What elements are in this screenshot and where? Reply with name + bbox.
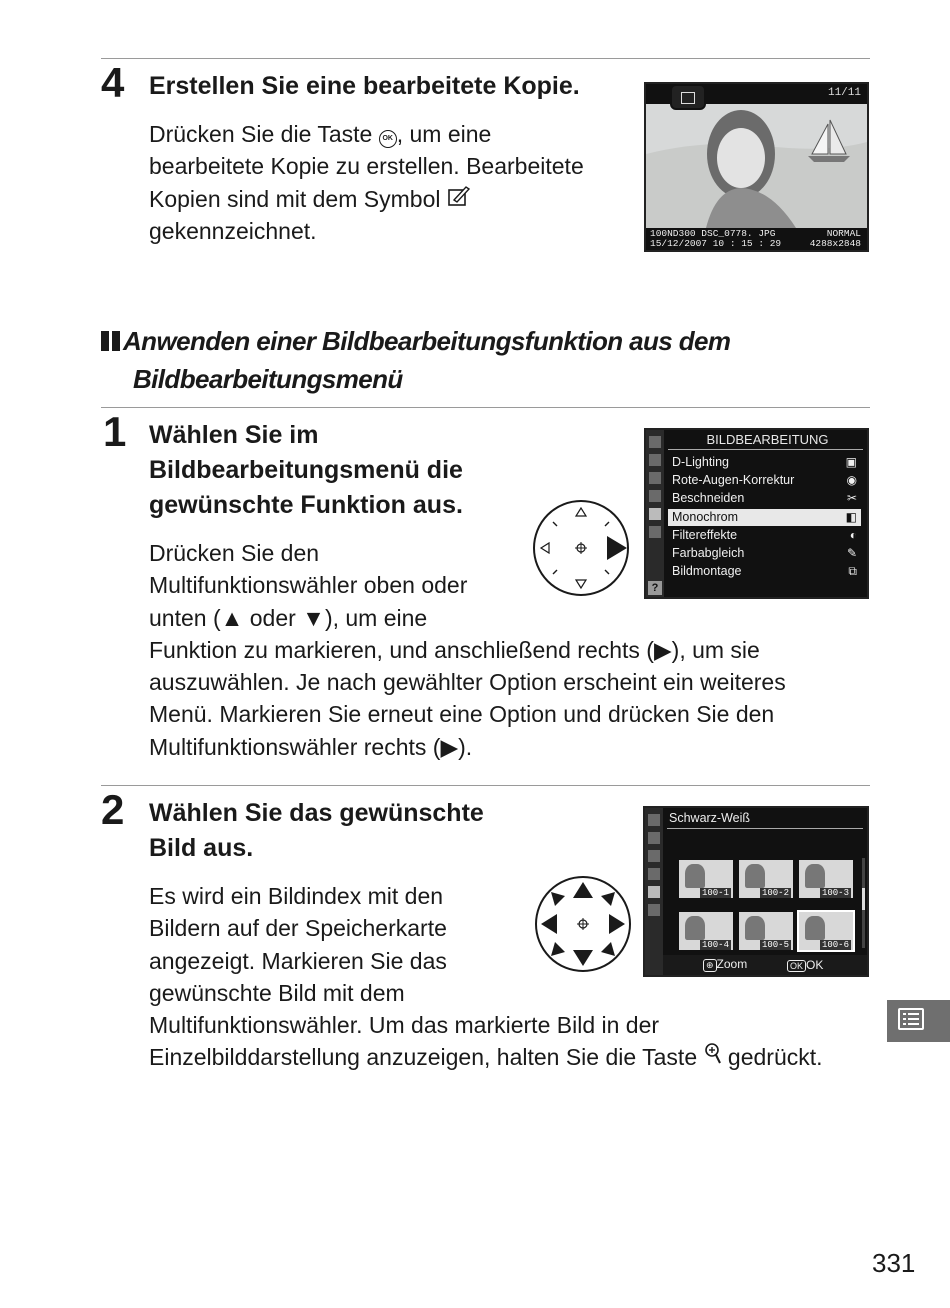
file-info-line2: 15/12/2007 10 : 15 : 29 (650, 238, 782, 249)
zoom-hint: ⊕ Zoom (703, 957, 747, 972)
step-number: 2 (101, 786, 125, 833)
image-counter: 11/11 (827, 87, 861, 99)
menu-item-label: Beschneiden (672, 491, 745, 506)
menu-item-icon: ◐ (849, 527, 857, 542)
thumbnail[interactable] (679, 912, 733, 950)
ok-button-icon: OK (379, 130, 397, 148)
scroll-bar[interactable] (862, 858, 865, 948)
thumbnail-label: 100-3 (821, 888, 849, 898)
thumbnail-image (685, 864, 705, 888)
menu-item[interactable] (668, 545, 861, 562)
thumbnail-image (805, 864, 825, 888)
thumbnail-image (805, 916, 825, 940)
quality-label: NORMAL (826, 228, 861, 239)
menu-item[interactable] (668, 563, 861, 580)
retouch-symbol-icon (447, 183, 471, 215)
multi-selector-right-icon (533, 500, 629, 596)
menu-item-icon: ⧉ (848, 564, 857, 579)
step-number: 4 (101, 59, 125, 106)
playback-screen (644, 82, 869, 252)
page-number: 331 (872, 1248, 916, 1278)
menu-item-icon: ◧ (845, 509, 857, 524)
step-description: Drücken Sie den Multifunktionswähler oben oder unten (▲ oder ▼), um eine Funktion zu markieren, und anschließend rechts (▶), um sie auszuwählen. Je nach gewählter Option erscheint ein weiteres Menü. Markieren Sie erneut eine Option und drücken Sie den Multifunktionswähler rechts (▶). (149, 540, 786, 760)
menu-item-icon: ◉ (846, 473, 857, 488)
zoom-in-icon (704, 1041, 722, 1073)
menu-item[interactable] (668, 509, 861, 526)
thumbnail-label: 100-5 (761, 940, 789, 950)
menu-item[interactable] (668, 472, 861, 489)
menu-item-label: Monochrom (672, 509, 738, 524)
step-rule (101, 785, 870, 786)
thumbnail-image (685, 916, 705, 940)
file-info-line1: 100ND300 DSC_0778. JPG (650, 228, 776, 239)
section-marker-icon (101, 331, 109, 351)
thumbnail[interactable] (799, 860, 853, 898)
menu-item-icon: ▣ (845, 455, 857, 469)
step-title: Erstellen Sie eine bearbeitete Kopie. (149, 72, 580, 100)
step-title: Wählen Sie das gewünschte Bild aus. (149, 799, 484, 862)
thumbnail-label: 100-6 (821, 940, 849, 950)
thumbnail-image (745, 864, 765, 888)
menu-item-label: Rote-Augen-Korrektur (672, 473, 795, 488)
step-description: Drücken Sie die Taste OK , um eine bearbeitete Kopie zu erstellen. Bearbeitete Kopien sind mit dem Symbol gekennzeichnet. (149, 121, 584, 244)
ok-button-icon: OK (787, 960, 806, 972)
menu-tabs (646, 430, 664, 597)
thumbnail[interactable] (679, 860, 733, 898)
menu-item[interactable] (668, 454, 861, 471)
step-title: Wählen Sie im Bildbearbeitungsmenü die gewünschte Funktion aus. (149, 421, 463, 519)
menu-list-icon (898, 1008, 924, 1030)
menu-item[interactable] (668, 527, 861, 544)
thumbnail[interactable] (739, 912, 793, 950)
image-select-screen (643, 806, 869, 977)
section-heading: Anwenden einer Bildbearbeitungsfunktion aus dem Bildbearbeitungsmenü (101, 322, 881, 398)
menu-item[interactable] (668, 490, 861, 507)
menu-item-label: D-Lighting (672, 455, 729, 469)
menu-item-label: Filtereffekte (672, 527, 738, 542)
menu-title: BILDBEARBEITUNG (706, 432, 829, 447)
image-size-label: 4288x2848 (809, 238, 861, 249)
menu-item-icon: ✂ (846, 491, 857, 506)
section-rule (101, 407, 870, 408)
menu-tabs (645, 808, 663, 975)
menu-item-label: Bildmontage (672, 564, 742, 579)
chapter-tab[interactable] (887, 1000, 950, 1042)
retouch-menu-screen (644, 428, 869, 599)
thumbnail-image (745, 916, 765, 940)
retouch-indicator-icon (670, 84, 706, 110)
menu-item-label: Farbabgleich (672, 546, 745, 560)
zoom-button-icon: ⊕ (703, 959, 717, 972)
ok-hint: OK OK (787, 958, 823, 972)
top-rule (101, 58, 870, 59)
help-icon: ? (648, 581, 662, 595)
thumbnail-label: 100-4 (701, 940, 729, 950)
step-description: Es wird ein Bildindex mit den Bildern auf der Speicherkarte angezeigt. Markieren Sie das gewünschte Bild mit dem Multifunktionswähler. Um das markierte Bild in der Einzelbilddarstellung anzuzeigen, halten Sie die Taste gedrückt. (149, 880, 879, 1074)
thumbnail-label: 100-1 (701, 888, 729, 898)
thumbnail[interactable] (739, 860, 793, 898)
step-number: 1 (103, 408, 127, 455)
screen-title: Schwarz-Weiß (669, 811, 751, 825)
thumbnail-label: 100-2 (761, 888, 789, 898)
menu-item-icon: ✎ (846, 546, 857, 560)
thumbnail[interactable] (799, 912, 853, 950)
multi-selector-all-icon (535, 876, 631, 972)
